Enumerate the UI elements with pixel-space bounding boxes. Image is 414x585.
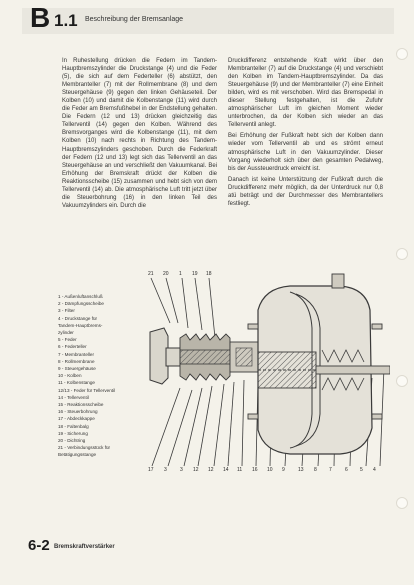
- legend-item: 5 - Feder: [58, 337, 77, 343]
- legend-item: 17 - Abdeckkappe: [58, 416, 95, 422]
- legend-item: 18 - Faltenbalg: [58, 423, 89, 429]
- callout-label: 16: [252, 467, 258, 473]
- legend-item: Tandem-Hauptbrems-: [58, 322, 103, 328]
- callout-label: 1: [179, 271, 182, 277]
- section-number: 1.1: [54, 11, 78, 30]
- callout-label: 4: [373, 467, 376, 473]
- callout-label: 12: [193, 467, 199, 473]
- legend-item: 16 - Steuerbohrung: [58, 409, 98, 415]
- callout-label: 18: [206, 271, 212, 277]
- callout-label: 10: [267, 467, 273, 473]
- callout-label: 6: [345, 467, 348, 473]
- callout-label: 19: [192, 271, 198, 277]
- legend-item: 20 - Dichtring: [58, 438, 86, 444]
- binder-hole: [396, 375, 408, 387]
- callout-label: 3: [180, 467, 183, 473]
- text-column-left: [62, 57, 217, 213]
- paragraph: Danach ist keine Unterstützung der Fußkraft durch die Druckdifferenz mehr möglich, da der Unterdruck nur 0,8 atü beträgt und der Durchmesser des Membrantellers festliegt.: [228, 176, 383, 207]
- callout-label: 9: [282, 467, 285, 473]
- binder-hole: [396, 497, 408, 509]
- footer-title: Bremskraftverstärker: [54, 544, 115, 550]
- legend-item: 15 - Reaktionsscheibe: [58, 402, 104, 408]
- callout-label: 5: [360, 467, 363, 473]
- binder-hole: [396, 48, 408, 60]
- paragraph: In Ruhestellung drücken die Federn im Tandem-Hauptbremszylinder die Druckstange (4) und die Feder (5), die sich auf dem Federteller (6) abstützt, den Membranteller (7) mit der Rollmembrane (8) und dem Steuergehäuse (9) gegen den linken Gehäuseteil. Der Kolben (10) und damit die Kolbenstange (11) wird durch die Feder am Bremsfußhebel in der Endstellung gehalten. Die Federn (12 und 13) drücken gleichzeitig das Tellerventil (14) gegen den Kolben. Während des Bremsvorganges wird die Kolbenstange (11), mit dem Kolben (10) nach rechts in Richtung des Tandem-Hauptbremszylinders geschoben. Durch die Federkraft der Federn (12 und 13) legt sich das Tellerventil an das Steuergehäuse an und verschließt den Vakuumkanal. Bei Erhöhung der Bremskraft drückt der Kolben die Reaktionsscheibe (15) zusammen und hebt sich von dem Tellerventil (14) ab. Die atmosphärische Luft tritt jetzt über die Steuerbohrung (16) in den linken Teil des Vakuumzylinders ein. Durch die: [62, 58, 217, 209]
- legend-item: 21 - Verbindungsstück für: [58, 445, 111, 451]
- legend-item: 1 - Außenluftanschluß: [58, 294, 103, 299]
- callout-label: 11: [237, 467, 243, 473]
- callout-label: 8: [314, 467, 317, 473]
- binder-hole: [396, 248, 408, 260]
- legend-item: 4 - Druckstange für: [58, 315, 98, 321]
- callout-label: 12: [208, 467, 214, 473]
- header-bar: [22, 8, 394, 34]
- callout-label: 3: [164, 467, 167, 473]
- legend-item: 7 - Membranteller: [58, 351, 94, 357]
- legend-item: 19 - Sicherung: [58, 430, 88, 436]
- section-letter: B: [30, 2, 51, 33]
- legend-item: Betätigungsstange: [58, 452, 97, 458]
- page-number: 6-2: [28, 537, 50, 554]
- paragraph: Bei Erhöhung der Fußkraft hebt sich der Kolben dann wieder vom Tellerventil ab und es strömt erneut atmosphärische Luft in den Vakuumzylinder. Dieser Vorgang wiederholt sich über den gesamten Pedalweg, bis der Aussteuerdruck erreicht ist.: [228, 133, 383, 172]
- legend-item: 10 - Kolben: [58, 373, 82, 379]
- callout-label: 14: [223, 467, 229, 473]
- legend-item: 2 - Dämpfungsscheibe: [58, 301, 104, 307]
- callout-label: 7: [329, 467, 332, 473]
- callout-label: 20: [163, 271, 169, 277]
- legend-item: 12/13 - Feder für Tellerventil: [58, 387, 116, 393]
- legend-item: 14 - Tellerventil: [58, 394, 89, 400]
- paragraph: Druckdifferenz entstehende Kraft wirkt über den Membranteller (7) auf die Druckstange (4) und verschiebt den Kolben im Tandem-Hauptbremszylinder. Da das Steuergehäuse (9) und der Membranteller (7) eine Einheit bilden, wird es mit verschoben. Wird das Bremspedal in dieser Stellung festgehalten, ist die Zufuhr atmosphärischer Luft im gleichen Moment wieder unterbrochen, da der Kolben sich wieder an das Tellerventil anlegt.: [228, 58, 383, 129]
- callout-label: 13: [298, 467, 304, 473]
- legend-item: 9 - Steuergehäuse: [58, 366, 96, 372]
- legend-item: 8 - Rollmembrane: [58, 358, 95, 364]
- legend-item: zylinder: [58, 330, 74, 336]
- diagram-bottom-labels: [148, 467, 378, 475]
- brake-booster-diagram: [140, 268, 390, 473]
- legend-item: 3 - Filter: [58, 308, 75, 314]
- parts-legend: [58, 293, 153, 459]
- legend-item: 11 - Kolbenstange: [58, 380, 95, 386]
- callout-label: 21: [148, 271, 154, 277]
- callout-label: 17: [148, 467, 154, 473]
- section-title: Beschreibung der Bremsanlage: [85, 16, 184, 23]
- legend-item: 6 - Federteller: [58, 344, 87, 350]
- text-column-right: [228, 57, 383, 211]
